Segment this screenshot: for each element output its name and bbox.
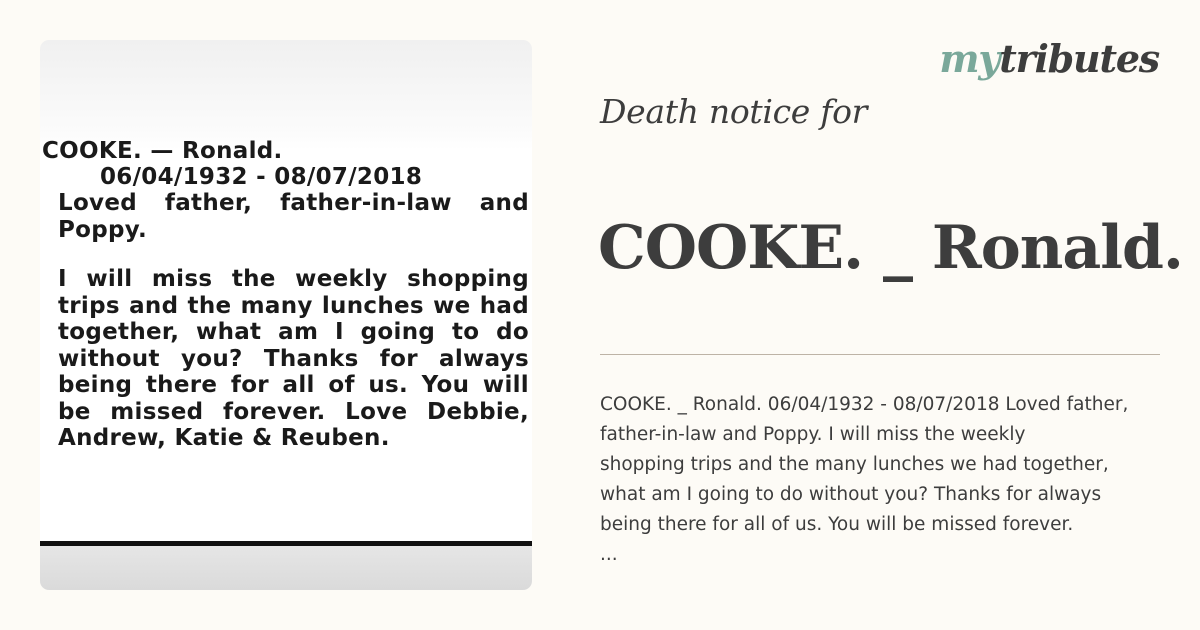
newspaper-clipping-image (40, 40, 532, 590)
logo-part-tributes: tributes (999, 36, 1159, 81)
notice-excerpt: COOKE. _ Ronald. 06/04/1932 - 08/07/2018 Loved father, father-in-law and Poppy. I will miss the weekly shopping trips and the many lunches we had together, what am I going to do without you? Thanks for always being there for all of us. You will be missed forever. ... (600, 394, 1129, 565)
deceased-name-title: COOKE. _ Ronald. (598, 213, 1183, 283)
clipping-paragraph: Loved father, father-in-law and Poppy. (58, 190, 529, 243)
notice-subtitle: Death notice for (600, 92, 868, 131)
clipping-bottom-edge (40, 546, 532, 590)
clipping-dates: 06/04/1932 - 08/07/2018 (100, 164, 423, 190)
clipping-text (40, 138, 530, 452)
clipping-paragraph: I will miss the weekly shopping trips and the many lunches we had together, what am I going to do without you? Thanks for always being there for all of us. You will be missed forever. Love Debbie, Andrew, Katie & Reuben. (58, 266, 529, 451)
divider (600, 354, 1160, 355)
logo-part-my: my (939, 36, 1000, 81)
mytributes-logo (939, 36, 1159, 82)
clipping-heading: COOKE. — Ronald. (42, 138, 283, 164)
